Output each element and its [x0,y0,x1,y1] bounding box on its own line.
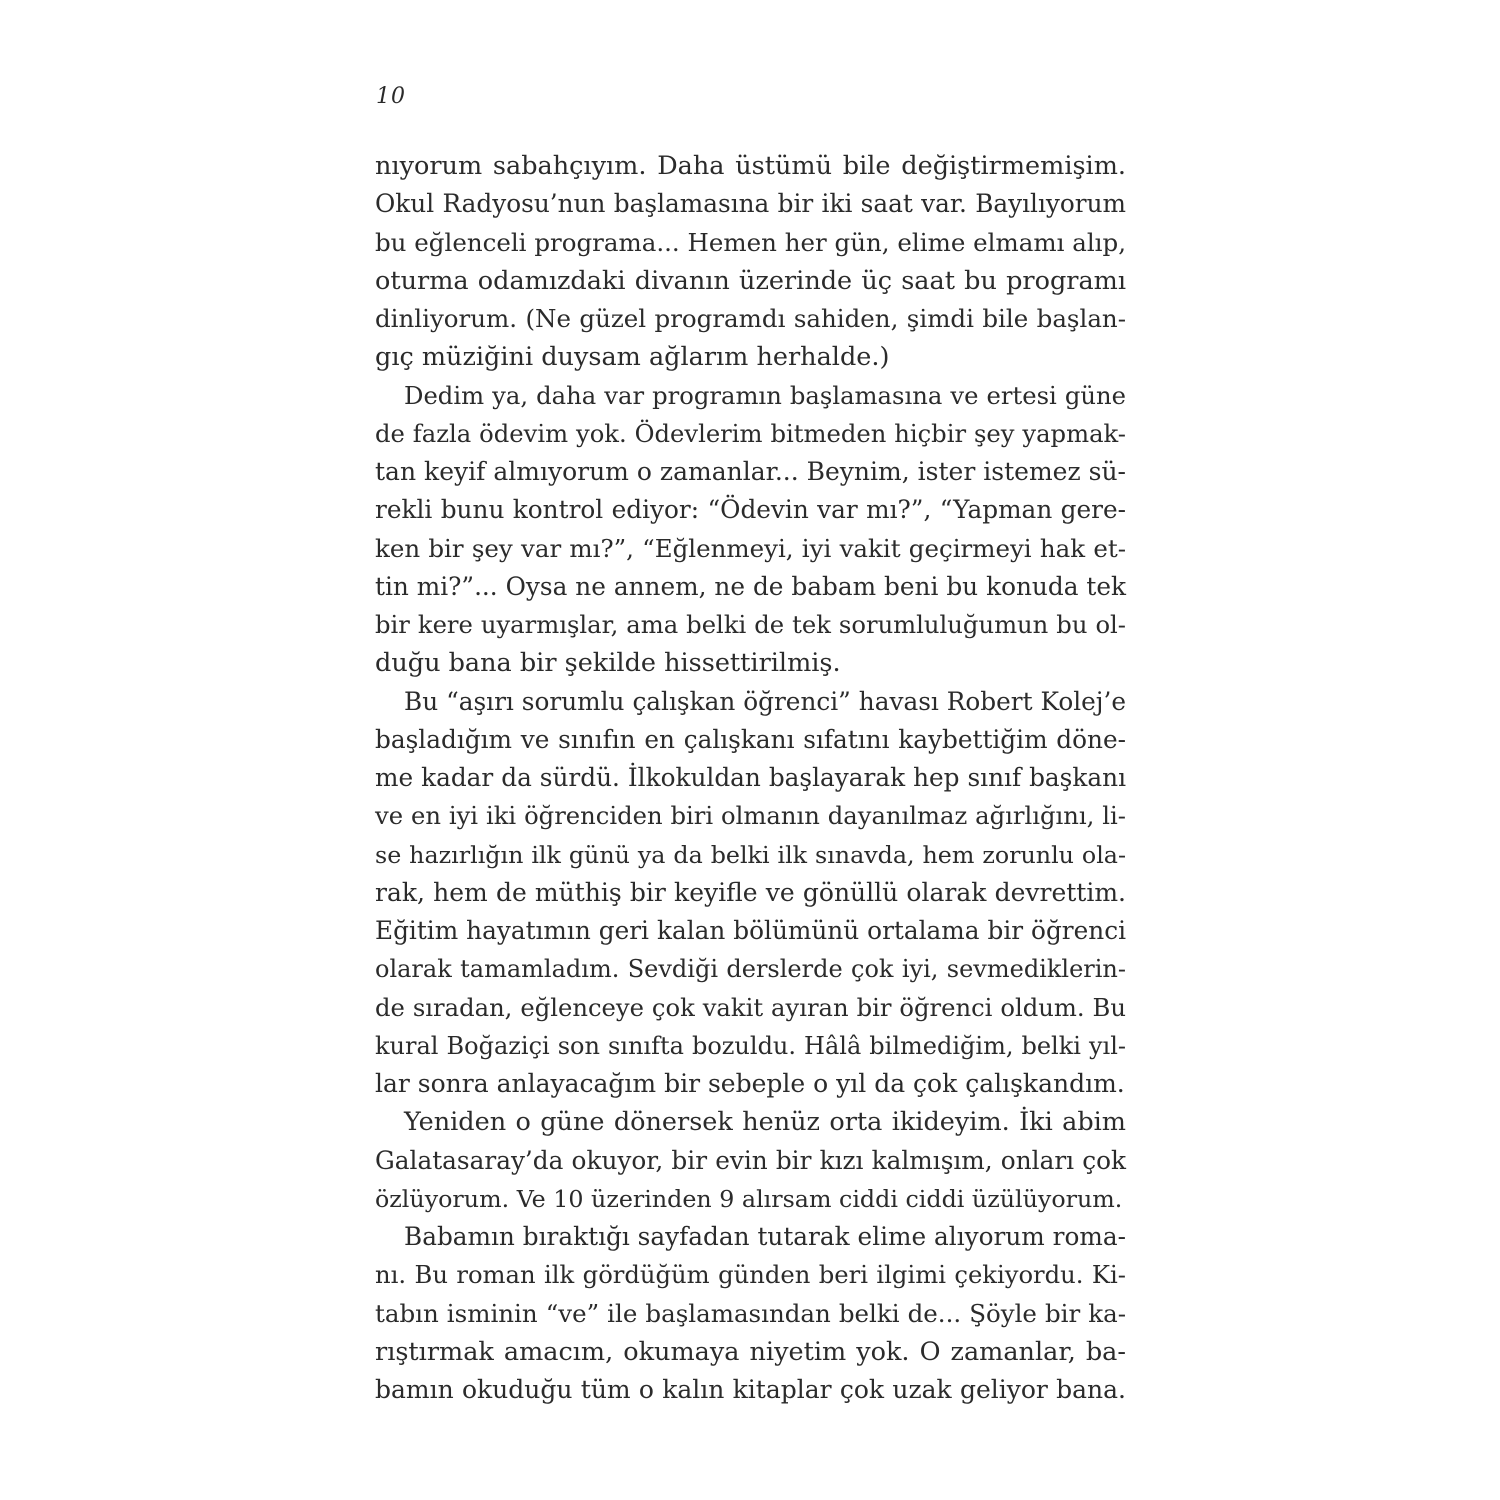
text-line: Yeniden o güne dönersek henüz orta ikideyim. İki abim [404,1107,1126,1138]
text-line: özlüyorum. Ve 10 üzerinden 9 alırsam ciddi ciddi üzülüyorum. [375,1184,1123,1213]
text-line: Bu “aşırı sorumlu çalışkan öğrenci” havası Robert Kolej’e [404,686,1126,716]
text-line: başladığım ve sınıfın en çalışkanı sıfatını kaybettiğim döne- [375,724,1126,754]
text-line: gıç müziğini duysam ağlarım herhalde.) [375,342,890,373]
text-line: Okul Radyosu’nun başlamasına bir iki saat var. Bayılıyorum [375,189,1126,219]
text-line: me kadar da sürdü. İlkokuldan başlayarak hep sınıf başkanı [375,763,1126,792]
text-line: bu eğlenceli programa... Hemen her gün, elime elmamı alıp, [375,227,1126,257]
text-line: ken bir şey var mı?”, “Eğlenmeyi, iyi vakit geçirmeyi hak et- [375,533,1126,563]
text-line: ve en iyi iki öğrenciden biri olmanın dayanılmaz ağırlığını, li- [375,801,1126,831]
text-line: tin mi?”... Oysa ne annem, ne de babam beni bu konuda tek [375,571,1126,601]
text-line: tan keyif almıyorum o zamanlar... Beynim, ister istemez sü- [375,457,1126,486]
text-line: duğu bana bir şekilde hissettirilmiş. [375,648,841,679]
text-line: nı. Bu roman ilk gördüğüm günden beri ilgimi çekiyordu. Ki- [375,1260,1126,1290]
text-line: lar sonra anlayacağım bir sebeple o yıl da çok çalışkandım. [375,1069,1125,1098]
page-number: 10 [376,84,406,109]
text-line: kural Boğaziçi son sınıfta bozuldu. Hâlâ bilmediğim, belki yıl- [375,1031,1126,1060]
body-text [375,147,1126,1409]
text-line: de sıradan, eğlenceye çok vakit ayıran bir öğrenci oldum. Bu [375,992,1126,1022]
text-line: bamın okuduğu tüm o kalın kitaplar çok uzak geliyor bana. [375,1375,1126,1404]
text-line: bir kere uyarmışlar, ama belki de tek sorumluluğumun bu ol- [375,610,1126,639]
text-line: Galatasaray’da okuyor, bir evin bir kızı kalmışım, onları çok [375,1145,1126,1175]
text-line: rekli bunu kontrol ediyor: “Ödevin var mı?”, “Yapman gere- [375,495,1126,525]
text-line: se hazırlığın ilk günü ya da belki ilk sınavda, hem zorunlu ola- [375,840,1126,869]
text-line: oturma odamızdaki divanın üzerinde üç saat bu programı [375,265,1126,296]
text-line: tabın isminin “ve” ile başlamasından belki de... Şöyle bir ka- [375,1298,1126,1328]
text-line: Eğitim hayatımın geri kalan bölümünü ortalama bir öğrenci [375,916,1126,945]
text-line: olarak tamamladım. Sevdiği derslerde çok iyi, sevmediklerin- [375,955,1126,984]
text-line: nıyorum sabahçıyım. Daha üstümü bile değiştirmemişim. [375,151,1126,181]
text-line: Dedim ya, daha var programın başlamasına ve ertesi güne [404,380,1126,410]
text-line: rıştırmak amacım, okumaya niyetim yok. O zamanlar, ba- [375,1336,1126,1367]
text-line: Babamın bıraktığı sayfadan tutarak elime alıyorum roma- [404,1222,1126,1251]
text-line: rak, hem de müthiş bir keyifle ve gönüllü olarak devrettim. [375,877,1126,907]
text-line: dinliyorum. (Ne güzel programdı sahiden, şimdi bile başlan- [375,304,1126,333]
text-line: de fazla ödevim yok. Ödevlerim bitmeden hiçbir şey yapmak- [375,418,1126,448]
